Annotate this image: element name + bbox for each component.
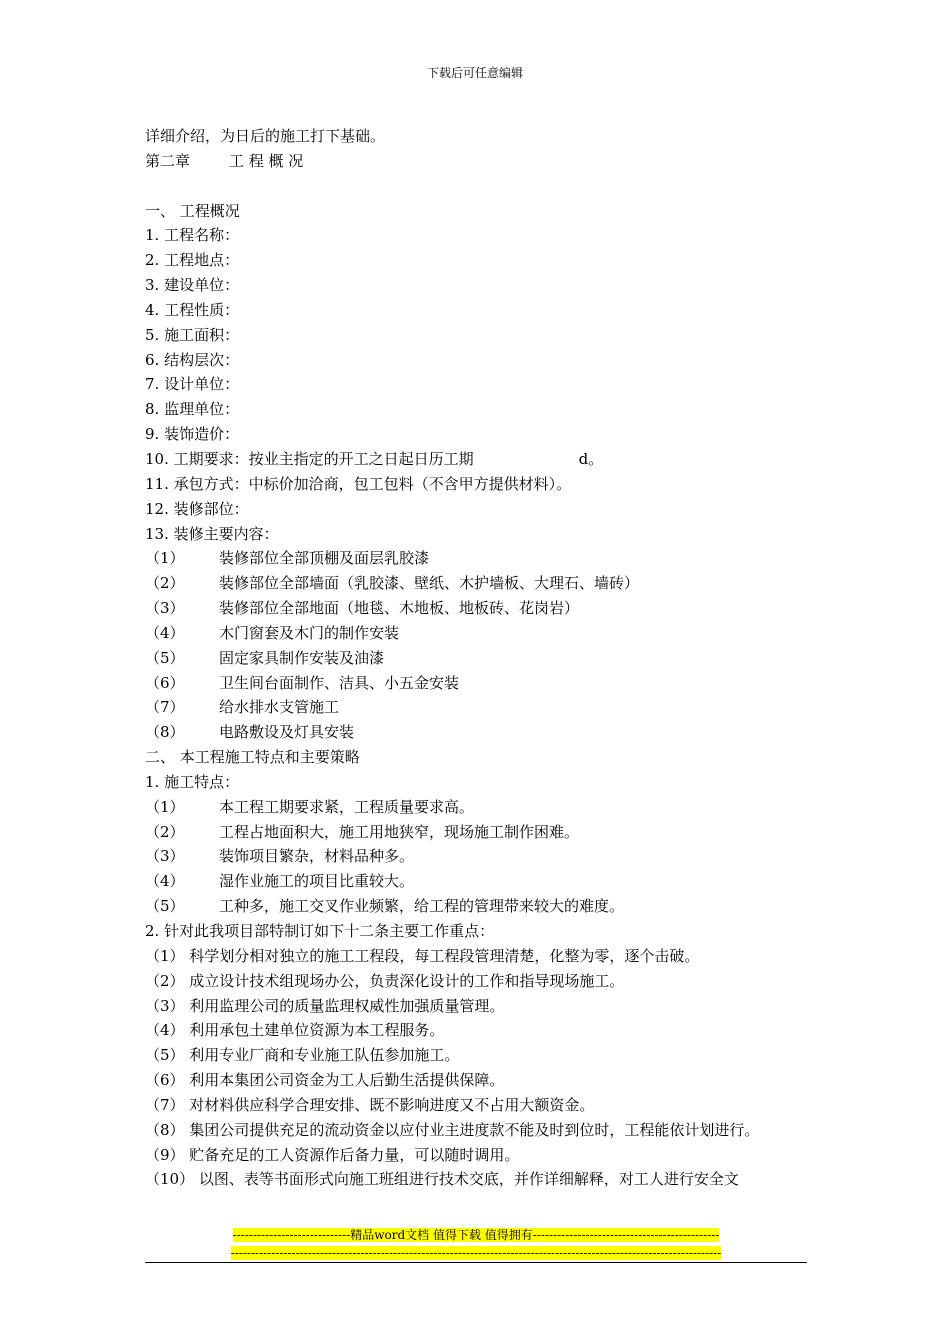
- period-suffix: d。: [578, 449, 604, 468]
- field-structure: 6. 结构层次：: [145, 350, 240, 369]
- footer-banner: [145, 1226, 807, 1262]
- field-project-location: 2. 工程地点：: [145, 251, 240, 270]
- list-item: （1） 本工程工期要求紧，工程质量要求高。: [145, 797, 475, 816]
- list-item: （5） 利用专业厂商和专业施工队伍参加施工。: [145, 1046, 460, 1065]
- blank-line: [145, 174, 807, 199]
- features-title: 1. 施工特点：: [145, 772, 240, 791]
- section-heading: 一、 工程概况: [145, 201, 240, 220]
- chapter-number: 第二章: [145, 151, 191, 170]
- document-body: [145, 124, 807, 1192]
- field-area: 5. 施工面积：: [145, 325, 240, 344]
- footer-line: -----------------------------精品word文档 值得下载 值得拥有----------------------------------------------: [232, 1228, 720, 1242]
- list-item: （5） 固定家具制作安装及油漆: [145, 648, 385, 667]
- list-item: （7） 对材料供应科学合理安排、既不影响进度又不占用大额资金。: [145, 1095, 595, 1114]
- list-item: （2） 工程占地面积大，施工用地狭窄，现场施工制作困难。: [145, 822, 580, 841]
- field-contract: 11. 承包方式：中标价加洽商，包工包料（不含甲方提供材料）。: [145, 474, 572, 493]
- chapter-heading: [145, 149, 807, 174]
- field-project-nature: 4. 工程性质：: [145, 300, 240, 319]
- list-item: （3） 装饰项目繁杂，材料品种多。: [145, 847, 415, 866]
- section-heading: 二、 本工程施工特点和主要策略: [145, 748, 360, 767]
- list-item: （4） 木门窗套及木门的制作安装: [145, 623, 400, 642]
- list-item: （1） 科学划分相对独立的施工工程段，每工程段管理清楚，化整为零，逐个击破。: [145, 946, 700, 965]
- list-item: （1） 装修部位全部顶棚及面层乳胶漆: [145, 549, 430, 568]
- chapter-title: 工 程 概 况: [229, 151, 304, 170]
- list-item: （10） 以图、表等书面形式向施工班组进行技术交底，并作详细解释，对工人进行安全文: [145, 1170, 739, 1189]
- list-item: （6） 利用本集团公司资金为工人后勤生活提供保障。: [145, 1071, 505, 1090]
- field-client: 3. 建设单位：: [145, 276, 240, 295]
- list-item: （2） 装修部位全部墙面（乳胶漆、壁纸、木护墙板、大理石、墙砖）: [145, 574, 640, 593]
- content-title: 13. 装修主要内容：: [145, 524, 279, 543]
- key-points-title: 2. 针对此我项目部特制订如下十二条主要工作重点：: [145, 922, 495, 940]
- list-item: （9） 贮备充足的工人资源作后备力量，可以随时调用。: [145, 1145, 520, 1164]
- list-item: （8） 集团公司提供充足的流动资金以应付业主进度款不能及时到位时，工程能依计划进行。: [145, 1120, 760, 1139]
- list-item: （4） 利用承包土建单位资源为本工程服务。: [145, 1021, 445, 1040]
- field-designer: 7. 设计单位：: [145, 375, 240, 394]
- list-item: （4） 湿作业施工的项目比重较大。: [145, 872, 415, 891]
- intro-paragraph: 详细介绍，为日后的施工打下基础。: [145, 127, 386, 145]
- list-item: （2） 成立设计技术组现场办公，负责深化设计的工作和指导现场施工。: [145, 971, 625, 990]
- field-supervisor: 8. 监理单位：: [145, 400, 240, 419]
- footer-divider: [145, 1262, 807, 1263]
- field-part: 12. 装修部位：: [145, 499, 249, 518]
- list-item: （5） 工种多，施工交叉作业频繁，给工程的管理带来较大的难度。: [145, 897, 625, 916]
- field-cost: 9. 装饰造价：: [145, 425, 240, 444]
- field-period: [145, 447, 807, 472]
- list-item: （8） 电路敷设及灯具安装: [145, 723, 355, 742]
- period-label: 10. 工期要求：按业主指定的开工之日起日历工期: [145, 449, 474, 468]
- list-item: （3） 利用监理公司的质量监理权威性加强质量管理。: [145, 996, 505, 1015]
- field-project-name: 1. 工程名称：: [145, 226, 240, 245]
- list-item: （6） 卫生间台面制作、洁具、小五金安装: [145, 673, 460, 692]
- list-item: （3） 装修部位全部地面（地毯、木地板、地板砖、花岗岩）: [145, 599, 580, 618]
- list-item: （7） 给水排水支管施工: [145, 698, 340, 717]
- page-header: 下载后可任意编辑: [426, 66, 523, 80]
- footer-line: -------------------------------------------------------------------------------------------------------------------------: [230, 1246, 722, 1260]
